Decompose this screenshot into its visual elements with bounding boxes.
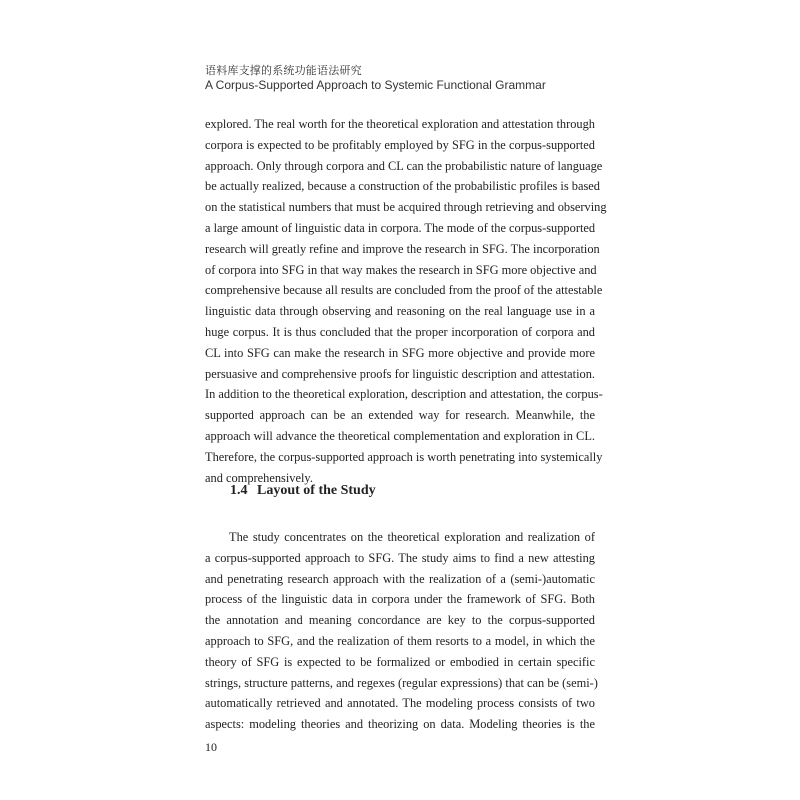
text-line: linguistic data through observing and reasoning on the real language use in a (205, 304, 595, 319)
text-line: theory of SFG is expected to be formalized or embodied in certain specific (205, 654, 595, 669)
text-line: approach will advance the theoretical complementation and exploration in CL. (205, 428, 595, 443)
text-line: persuasive and comprehensive proofs for linguistic description and attestation. (205, 366, 595, 381)
text-line: a corpus-supported approach to SFG. The study aims to find a new attesting (205, 550, 595, 565)
text-line: of corpora into SFG in that way makes the research in SFG more objective and (205, 262, 597, 277)
body-paragraph-2 (205, 527, 598, 735)
section-number: 1.4 (230, 483, 248, 498)
text-line: In addition to the theoretical exploration, description and attestation, the corpus- (205, 387, 603, 402)
text-line: CL into SFG can make the research in SFG more objective and provide more (205, 345, 595, 360)
running-head-chinese-title: 语料库支撑的系统功能语法研究 (205, 64, 362, 77)
text-line: supported approach can be an extended way for research. Meanwhile, the (205, 408, 595, 423)
text-line: research will greatly refine and improve the research in SFG. The incorporation (205, 241, 600, 256)
text-line: huge corpus. It is thus concluded that the proper incorporation of corpora and (205, 324, 595, 339)
section-heading (230, 483, 376, 499)
text-line: Therefore, the corpus-supported approach is worth penetrating into systemically (205, 449, 603, 464)
running-head-english-title: A Corpus-Supported Approach to Systemic Functional Grammar (205, 78, 546, 92)
text-line: approach. Only through corpora and CL can the probabilistic nature of language (205, 158, 603, 173)
section-title: Layout of the Study (257, 483, 376, 498)
text-line: automatically retrieved and annotated. The modeling process consists of two (205, 696, 595, 711)
text-line: and penetrating research approach with the realization of a (semi-)automatic (205, 571, 595, 586)
text-line: and comprehensively. (205, 470, 313, 485)
body-paragraph-1 (205, 114, 607, 488)
text-line: corpora is expected to be profitably employed by SFG in the corpus-supported (205, 137, 595, 152)
text-line: The study concentrates on the theoretical exploration and realization of (229, 530, 595, 544)
text-line: a large amount of linguistic data in corpora. The mode of the corpus-supported (205, 220, 596, 235)
text-line: comprehensive because all results are concluded from the proof of the attestable (205, 283, 603, 298)
text-line: on the statistical numbers that must be acquired through retrieving and observing (205, 200, 607, 215)
text-line: be actually realized, because a construction of the probabilistic profiles is based (205, 179, 600, 194)
text-line: approach to SFG, and the realization of them resorts to a model, in which the (205, 633, 595, 648)
running-head (205, 64, 546, 92)
text-line: aspects: modeling theories and theorizing on data. Modeling theories is the (205, 717, 595, 732)
text-line: process of the linguistic data in corpora under the framework of SFG. Both (205, 592, 595, 607)
page-number: 10 (205, 740, 217, 754)
text-line: strings, structure patterns, and regexes (regular expressions) that can be (semi-) (205, 675, 598, 690)
text-line: the annotation and meaning concordance are key to the corpus-supported (205, 613, 595, 628)
text-line: explored. The real worth for the theoretical exploration and attestation through (205, 117, 595, 131)
